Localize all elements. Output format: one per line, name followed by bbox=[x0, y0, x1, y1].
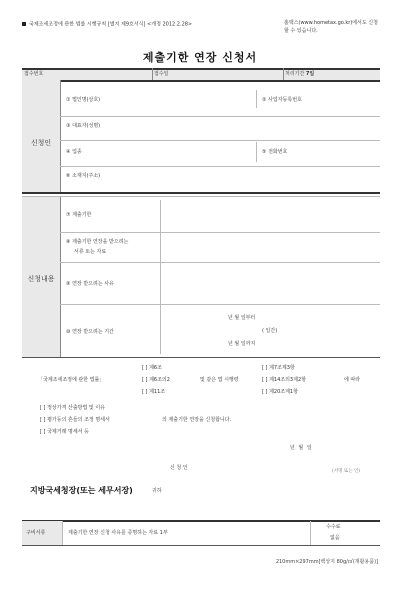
law-article-6-2-checkbox[interactable]: [ ] 제6조의2 bbox=[142, 377, 170, 383]
representative-label: ③ 대표자(성명) bbox=[66, 123, 101, 129]
address-label: ⑥ 소재지(주소) bbox=[66, 173, 101, 179]
receipt-date-label: 접수일 bbox=[154, 71, 169, 77]
honorific: 귀하 bbox=[152, 488, 162, 494]
arms-length-method-checkbox[interactable]: [ ] 정상가격 산출방법 및 이유 bbox=[40, 405, 105, 411]
international-transaction-checkbox[interactable]: [ ] 국제거래 명세서 등 bbox=[40, 429, 89, 435]
decree-14-3-2-checkbox[interactable]: [ ] 제14조의3제2항 bbox=[262, 377, 306, 383]
attachment-content: 제출기한 연장 신청 사유를 증명하는 자료 1부 bbox=[68, 530, 168, 536]
reason-label: ⑨ 연장 받으려는 사유 bbox=[66, 281, 114, 287]
addressee: 지방국세청장(또는 세무서장) bbox=[30, 486, 133, 495]
decree-7-3-checkbox[interactable]: [ ] 제7조제3항 bbox=[262, 365, 295, 371]
law-article-6-checkbox[interactable]: [ ] 제6조 bbox=[142, 365, 162, 371]
square-bullet-icon bbox=[22, 22, 26, 26]
paper-spec-footer: 210mm×297mm[백상지 80g/㎡(재활용품)] bbox=[275, 559, 378, 565]
period-days: ( 일간) bbox=[262, 328, 278, 334]
documents-label-line2: 서류 또는 자료 bbox=[74, 249, 107, 255]
law-name: 「국제조세조정에 관한 법률」 bbox=[38, 377, 105, 383]
fee-label: 수수료 bbox=[326, 524, 341, 530]
extension-period-label: ⑩ 연장 받으려는 기간 bbox=[66, 329, 114, 335]
decree-20-1-checkbox[interactable]: [ ] 제20조제1항 bbox=[262, 389, 298, 395]
adjustment-statement-checkbox[interactable]: [ ] 평가등의 흔들의 조정 명세서 bbox=[40, 417, 110, 423]
according-text: 에 따라 bbox=[344, 377, 361, 383]
fee-value: 없음 bbox=[330, 535, 340, 541]
law-article-11-checkbox[interactable]: [ ] 제11조 bbox=[142, 389, 166, 395]
company-name-label: ① 법인명(상호) bbox=[66, 97, 101, 103]
receipt-number-label: 접수번호 bbox=[24, 71, 44, 77]
signature-date: 년 월 일 bbox=[290, 445, 312, 451]
processing-period-label: 처리기간 7일 bbox=[285, 71, 315, 77]
period-to-date: 년 월 일까지 bbox=[228, 341, 256, 347]
business-type-label: ④ 업종 bbox=[66, 149, 82, 155]
request-section-label: 신청내용 bbox=[27, 275, 55, 283]
documents-label-line1: ⑧ 제출기한 연장을 받으려는 bbox=[66, 239, 129, 245]
period-from-date: 년 월 일부터 bbox=[228, 315, 256, 321]
applicant-signature-label: 신 청 인 bbox=[170, 465, 188, 471]
deadline-label: ⑦ 제출기한 bbox=[66, 212, 92, 218]
applicant-section-label: 신청인 bbox=[30, 139, 52, 147]
sign-or-seal-note: (서명 또는 인) bbox=[332, 469, 361, 474]
form-title: 제출기한 연장 신청서 bbox=[142, 51, 258, 64]
business-number-label: ② 사업자등록번호 bbox=[262, 97, 302, 103]
hometax-note: 홈택스(www.hometax.go.kr)에서도 신청할 수 있습니다. bbox=[284, 20, 378, 34]
form-regulation-text: 국제조세조정에 관한 법률 시행규칙 [별지 제9호서식] <개정 2012.2.28> bbox=[22, 22, 192, 28]
phone-label: ⑤ 전화번호 bbox=[262, 149, 288, 155]
decree-connector: 및 같은 법 시행령 bbox=[200, 377, 239, 383]
closing-statement: 의 제출기한 연장을 신청합니다. bbox=[162, 417, 232, 423]
attachment-label: 구비서류 bbox=[26, 530, 46, 536]
